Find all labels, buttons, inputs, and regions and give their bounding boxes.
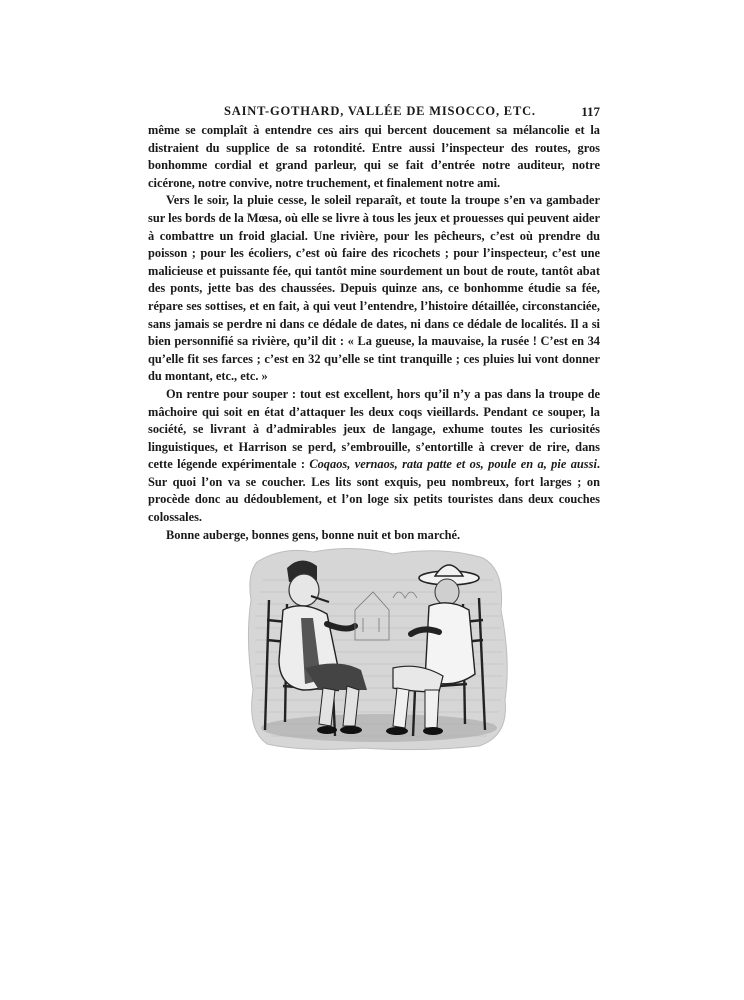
running-title: SAINT-GOTHARD, VALLÉE DE MISOCCO, ETC. [224,104,536,118]
running-header [148,104,600,124]
paragraph-3-part-1: On rentre pour souper : tout est excellent, hors qu’il n’y a pas dans la troupe de mâchoire qui soit en état d’attaquer les deux coqs vieillards. Pendant ce souper, la société, se livrant à d’admirables jeux de langage, exhume toutes les curiosités linguistiques, et Harrison se perd, s’embrouille, s’entortille à crever de rire, dans cette légende expérimentale : [148,386,600,472]
engraving-two-seated-men [243,540,515,752]
paragraph-2: Vers le soir, la pluie cesse, le soleil reparaît, et toute la troupe s’en va gambader sur les bords de la Mœsa, où elle se livre à tous les jeux et prouesses qui peuvent aider à combattre un froid glacial. Une rivière, pour les pêcheurs, c’est où prendre du poisson ; pour les écoliers, c’est où faire des ricochets ; pour l’inspecteur, c’est une malicieuse et puissante fée, qui tantôt mine sourdement un bout de route, tantôt abat des ponts, jette bas des chaussées. Depuis quinze ans, ce bonhomme étudie sa fée, répare ses sottises, et en fait, à qui veut l’entendre, l’histoire détaillée, circonstanciée, sans jamais se perdre ni dans ce dédale de dates, ni dans ce dédale de localités. Il a si bien personnifié sa rivière, qu’il dit : « La gueuse, la mauvaise, la rusée ! C’est en 34 qu’elle fit ses farces ; c’est en 32 qu’elle se tint tranquille ; ces pluies lui vont donner du montant, etc., etc. » [148,193,600,384]
paragraph-1: même se complaît à entendre ces airs qui bercent doucement sa mélancolie et la distraient du supplice de sa rotondité. Entre aussi l’inspecteur des routes, gros bonhomme cordial et grand parleur, qui se fait d’entrée notre auditeur, notre cicérone, notre convive, notre truchement, et finalement notre ami. [148,123,600,190]
paragraph-3-part-2: . Sur quoi l’on va se coucher. Les lits sont exquis, peu nombreux, fort larges ; on procède donc au dédoublement, et l’on loge six petits touristes dans deux couches colossales. [148,457,600,525]
paragraph-3-italic-phrase: Coqaos, vernaos, rata patte et os, poule en a, pie aussi [309,457,597,472]
body-text [148,122,600,544]
paragraph-3 [148,386,600,527]
page-number: 117 [581,104,600,119]
paragraph-4: Bonne auberge, bonnes gens, bonne nuit et bon marché. [166,527,461,542]
engraving-illustration [243,540,515,752]
